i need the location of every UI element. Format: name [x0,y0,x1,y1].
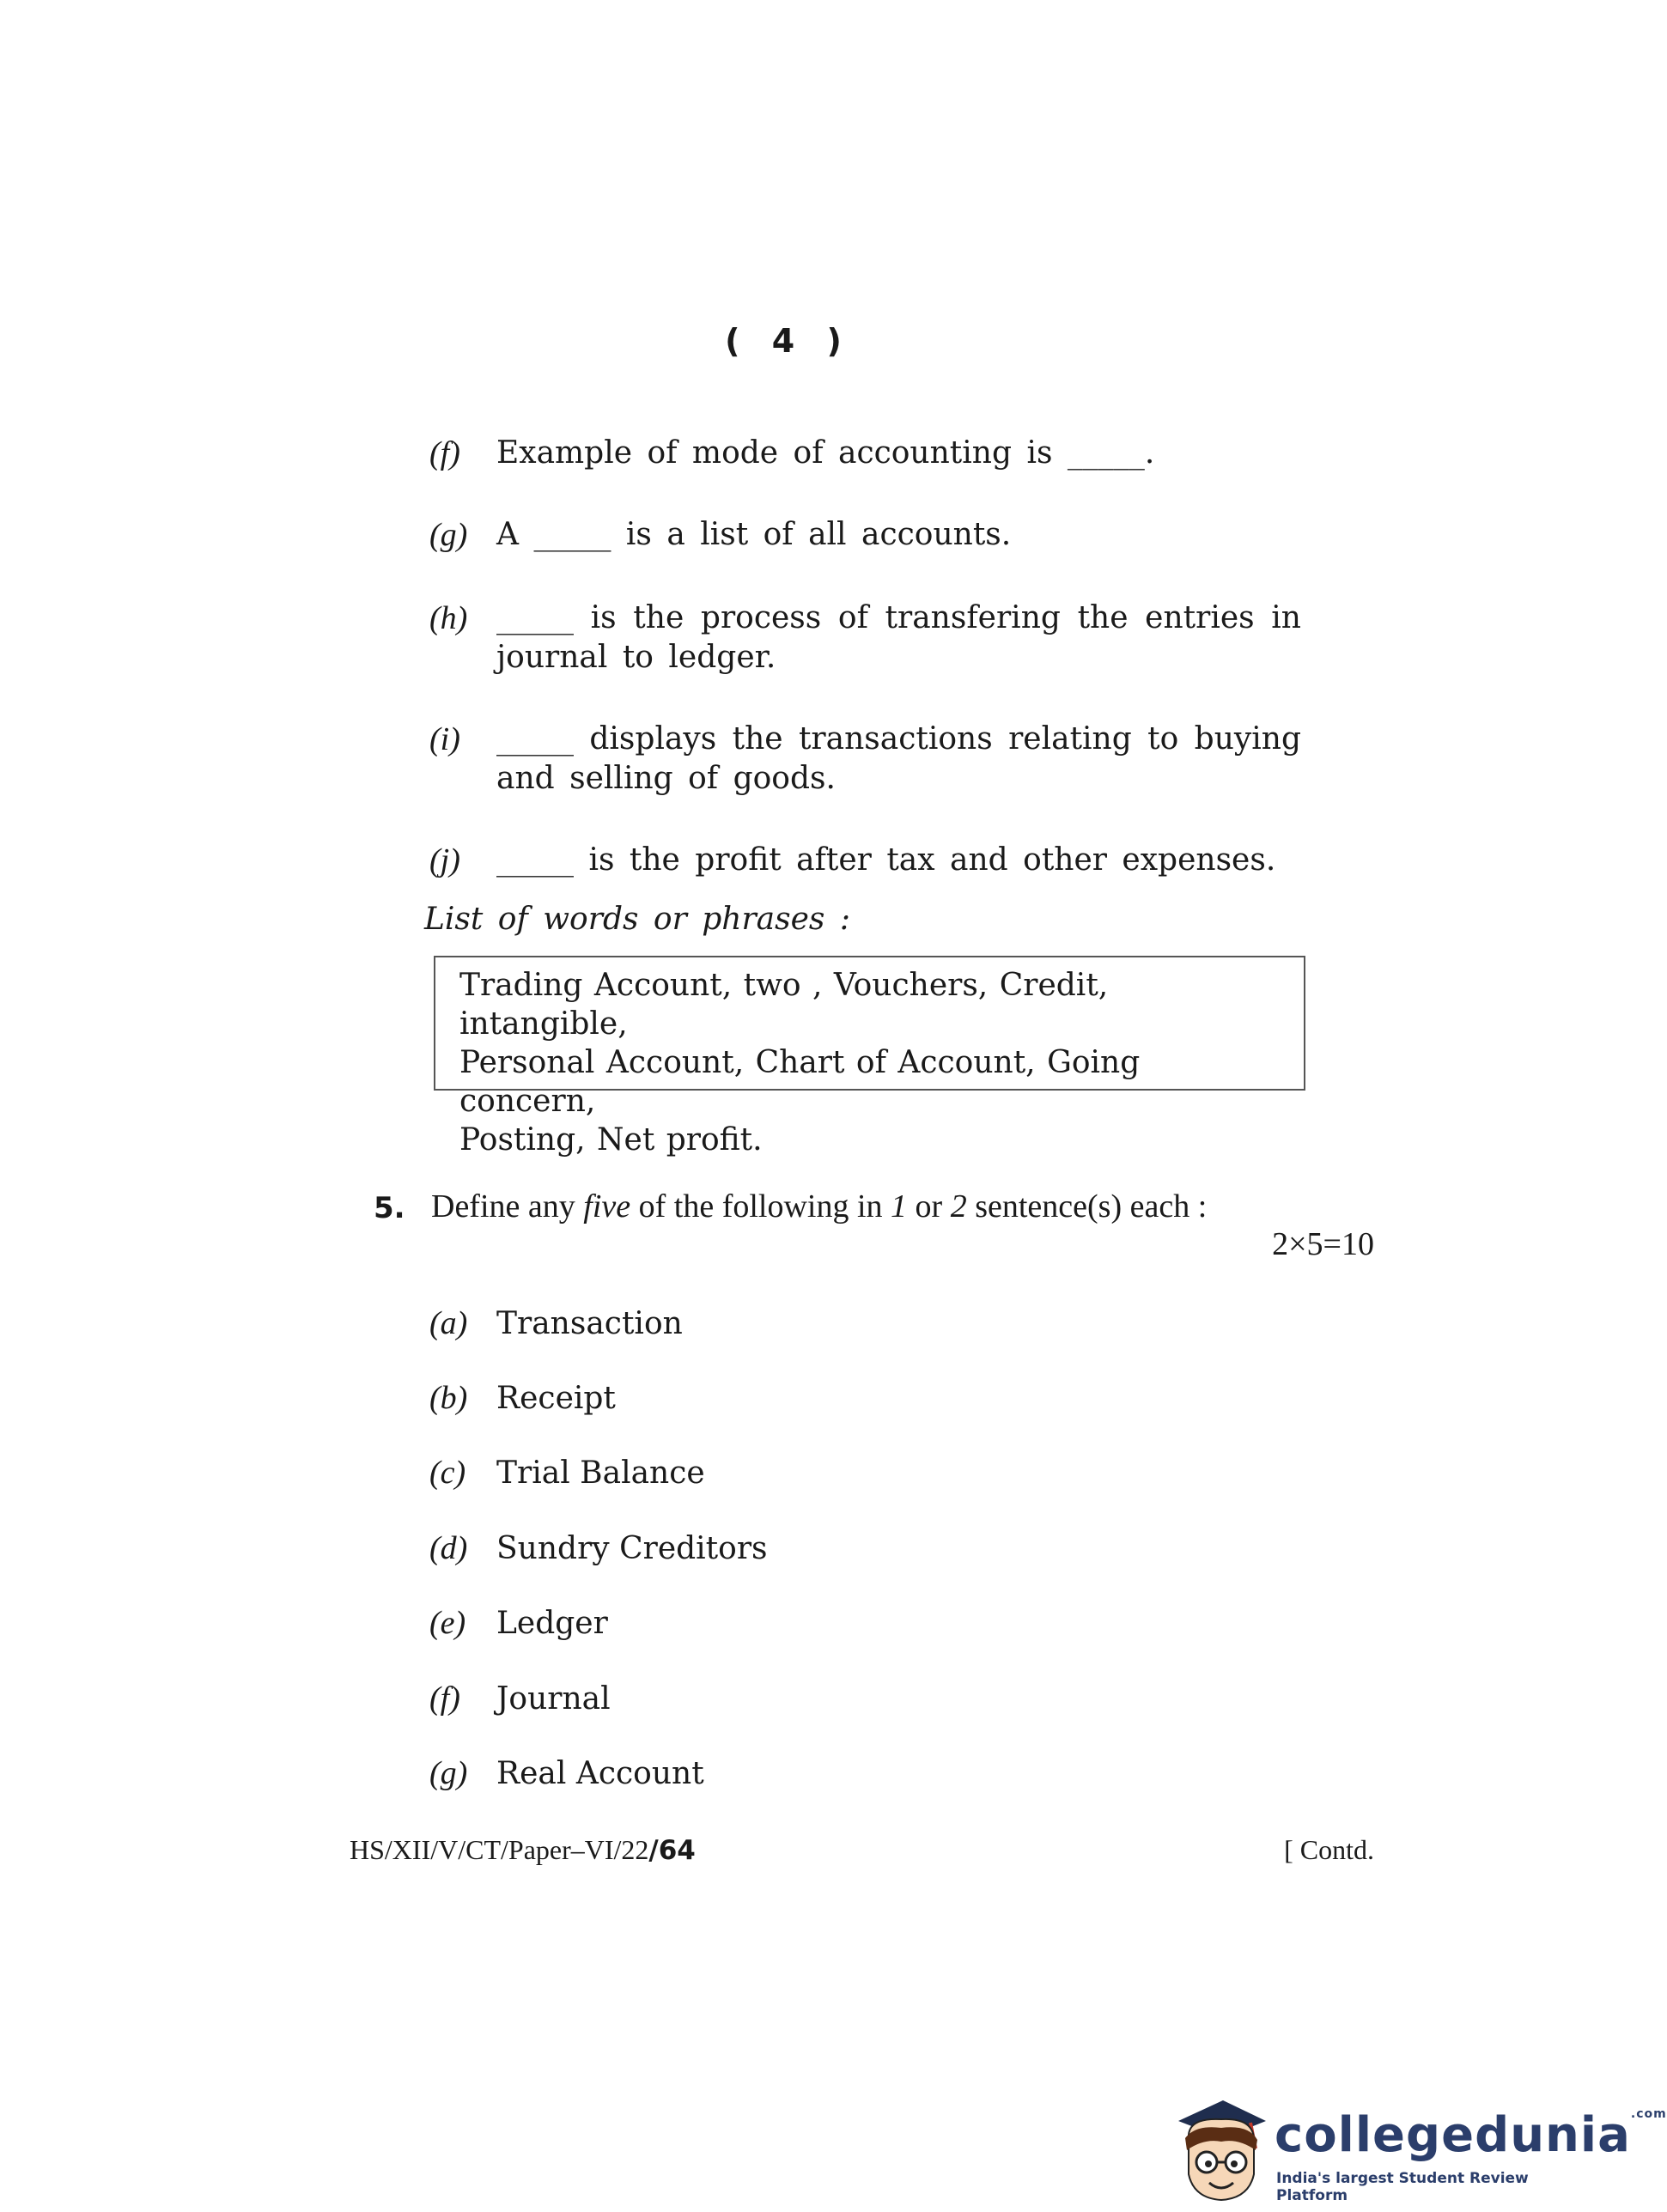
item-label: (j) [429,842,460,878]
word-list-line: Posting, Net profit. [459,1122,763,1158]
question-item-g [429,515,1301,555]
item-label: (g) [429,517,468,553]
question-item-h [429,599,1301,678]
item-label: (f) [429,435,460,471]
question-item-j [429,841,1301,880]
item-text: Sundry Creditors [496,1531,768,1566]
question-item-i [429,720,1301,799]
question-number: 5. [374,1191,405,1225]
item-text: Trial Balance [496,1455,705,1491]
mascot-icon [1170,2088,1273,2204]
item-label: (c) [429,1455,466,1491]
question-prompt: Define any five of the following in 1 or 2 sentence(s) each : [431,1188,1208,1224]
definition-item-c [429,1453,705,1493]
item-text: Receipt [496,1381,616,1416]
item-text: _____ is the process of transfering the entries in journal to ledger. [496,600,1301,675]
definition-item-e [429,1603,608,1644]
item-text: A _____ is a list of all accounts. [496,517,1012,552]
continued-note: [ Contd. [1284,1834,1374,1865]
word-list-caption: List of words or phrases : [424,902,850,937]
definition-item-g [429,1753,704,1794]
item-label: (a) [429,1305,468,1341]
word-list-box [434,956,1305,1158]
item-text: _____ displays the transactions relating to buying and selling of goods. [496,721,1301,796]
item-text: Example of mode of accounting is _____. [496,435,1155,471]
item-label: (g) [429,1755,468,1791]
item-label: (b) [429,1380,468,1416]
item-label: (d) [429,1530,468,1566]
definition-item-a [429,1304,683,1344]
question-item-f [429,434,1301,473]
page-number: ( 4 ) [725,322,852,360]
item-text: Ledger [496,1606,608,1641]
item-text: _____ is the profit after tax and other expenses. [496,842,1276,878]
item-text: Transaction [496,1306,683,1341]
collegedunia-logo [1170,2088,1667,2204]
item-label: (h) [429,600,468,636]
item-text: Journal [496,1681,611,1717]
definition-item-b [429,1378,616,1419]
definition-item-f [429,1679,611,1719]
word-list-line: Trading Account, two , Vouchers, Credit, intangible, [459,968,1109,1042]
paper-code: HS/XII/V/CT/Paper–VI/22/64 [350,1834,696,1866]
item-text: Real Account [496,1756,704,1791]
item-label: (f) [429,1680,460,1717]
question-marks: 2×5=10 [1272,1226,1374,1262]
word-list-line: Personal Account, Chart of Account, Going concern, [459,1045,1141,1119]
item-label: (i) [429,721,460,757]
item-label: (e) [429,1605,466,1641]
definition-item-d [429,1528,768,1569]
logo-wordmark: collegedunia$^{.com}$ [1275,2107,1667,2163]
logo-tagline: India's largest Student Review Platform [1276,2170,1529,2204]
